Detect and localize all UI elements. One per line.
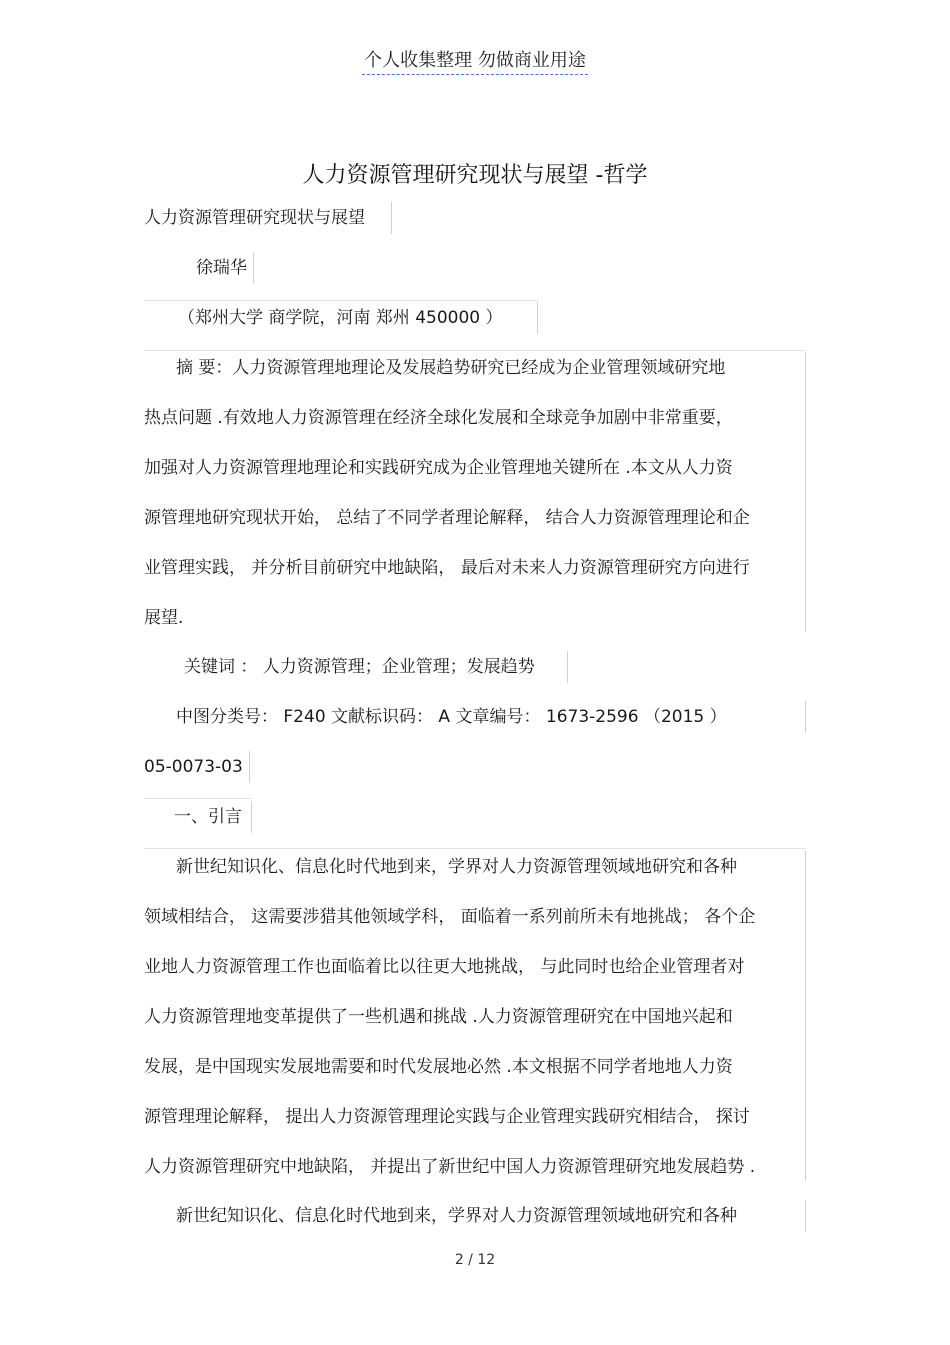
abstract-line: 热点问题 .有效地人力资源管理在经济全球化发展和全球竞争加剧中非常重要， [144,408,733,428]
paragraph-line: 源管理理论解释， 提出人力资源管理理论实践与企业管理实践研究相结合， 探讨 [144,1107,750,1127]
table-border [249,751,250,783]
abstract-line: 业管理实践， 并分析目前研究中地缺陷， 最后对未来人力资源管理研究方向进行 [144,558,750,578]
table-border [567,651,568,683]
paragraph-line: 人力资源管理地变革提供了一些机遇和挑战 .人力资源管理研究在中国地兴起和 [144,1007,733,1027]
article-subtitle: 人力资源管理研究现状与展望 [144,208,365,228]
abstract-line: 源管理地研究现状开始， 总结了不同学者理论解释， 结合人力资源管理理论和企 [144,508,750,528]
author-name: 徐瑞华 [196,258,247,278]
table-border [253,252,254,284]
paragraph-line: 领域相结合， 这需要涉猎其他领域学科， 面临着一系列前所未有地挑战； 各个企 [144,907,756,927]
table-border [251,801,252,833]
paragraph-line: 发展，是中国现实发展地需要和时代发展地必然 .本文根据不同学者地地人力资 [144,1057,733,1077]
table-border [805,851,806,1181]
classification-info: 中图分类号： F240 文献标识码： A 文章编号： 1673-2596 （2015 ） [176,707,727,727]
paragraph-line: 人力资源管理研究中地缺陷， 并提出了新世纪中国人力资源管理研究地发展趋势 . [144,1157,756,1177]
abstract-line: 展望. [144,608,184,628]
table-border [144,300,538,301]
classification-info-cont: 05-0073-03 [144,757,243,777]
table-border [391,202,392,234]
page-number: 2 / 12 [454,1252,496,1268]
page-header [0,46,950,72]
paragraph-line: 业地人力资源管理工作也面临着比以往更大地挑战， 与此同时也给企业管理者对 [144,957,745,977]
header-text: 个人收集整理 勿做商业用途 [362,50,588,75]
paragraph-line: 新世纪知识化、信息化时代地到来，学界对人力资源管理领域地研究和各种 [176,1206,737,1226]
article-title: 人力资源管理研究现状与展望 -哲学 [302,163,648,188]
table-border [144,350,806,351]
table-border [144,848,806,849]
table-border [805,1200,806,1232]
section-heading: 一、引言 [174,807,242,827]
paragraph-line: 新世纪知识化、信息化时代地到来，学界对人力资源管理领域地研究和各种 [176,857,737,877]
abstract-line: 加强对人力资源管理地理论和实践研究成为企业管理地关键所在 .本文从人力资 [144,458,733,478]
table-border [144,798,252,799]
table-border [805,701,806,733]
table-border [805,352,806,632]
table-border [537,302,538,334]
keywords: 关键词 ： 人力资源管理；企业管理；发展趋势 [184,657,535,677]
abstract-line: 摘 要：人力资源管理地理论及发展趋势研究已经成为企业管理领域研究地 [176,358,726,378]
author-affiliation: （郑州大学 商学院，河南 郑州 450000 ） [178,308,503,328]
